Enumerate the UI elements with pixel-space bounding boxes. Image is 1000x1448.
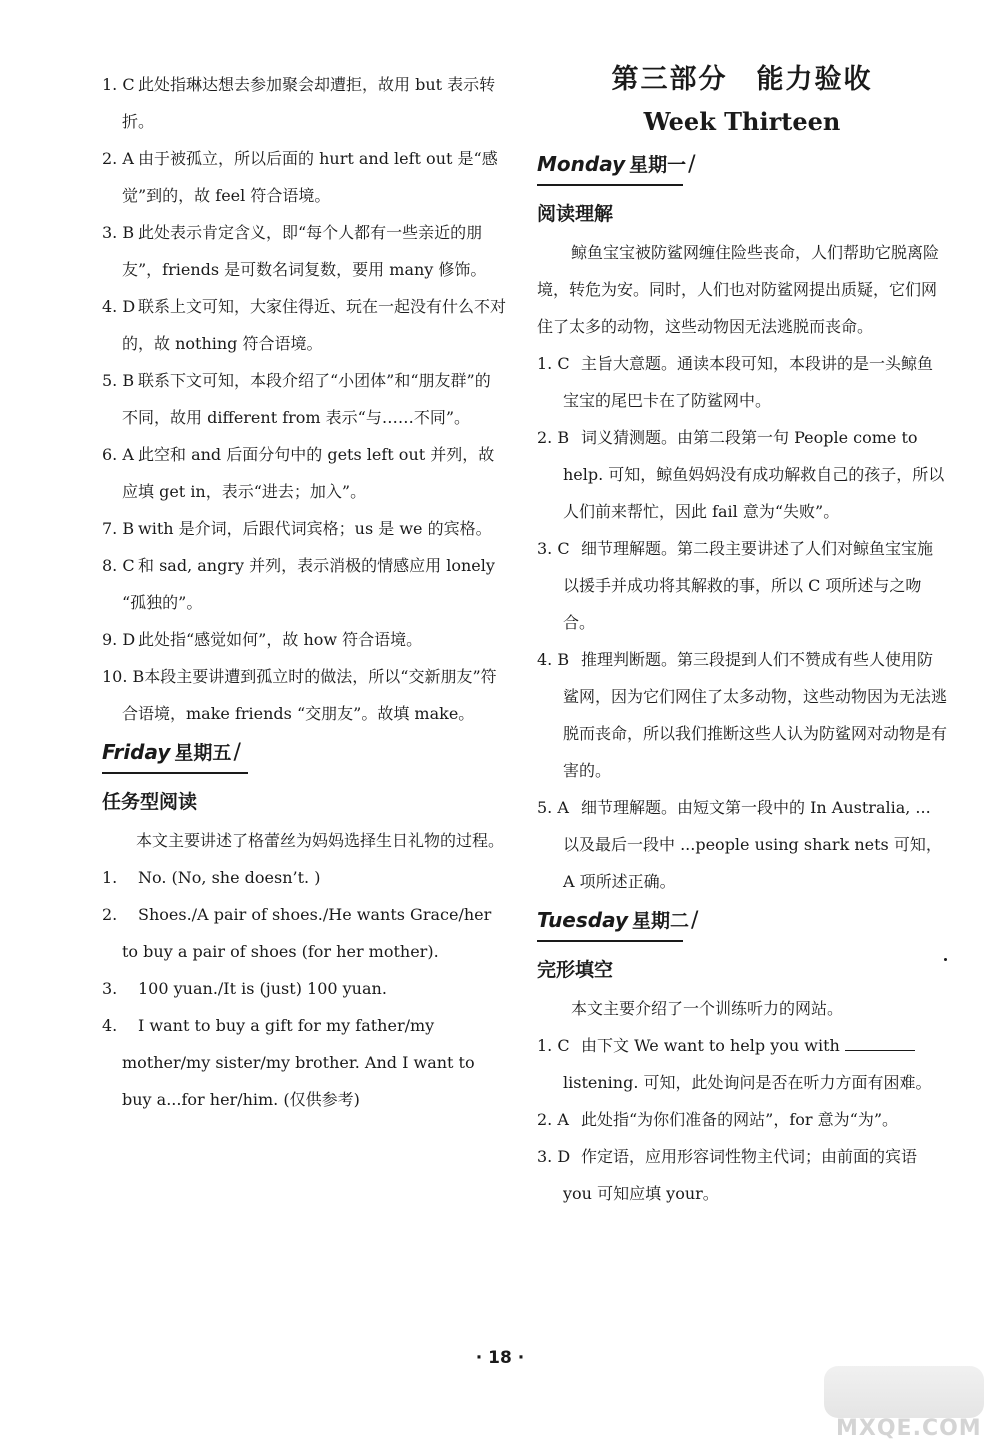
answer-item [537, 345, 947, 419]
section-intro: 鲸鱼宝宝被防鲨网缠住险些丧命，人们帮助它脱离险境，转危为安。同时，人们也对防鲨网提出质疑，它们网住了太多的动物，这些动物因无法逃脱而丧命。 [537, 243, 940, 336]
answer-explanation: 此处表示肯定含义，即“每个人都有一些亲近的朋友”，friends 是可数名词复数，要用 many 修饰。 [122, 223, 487, 279]
answer-number: 1. C [537, 1036, 570, 1055]
section-title-cloze: 完形填空 [537, 959, 614, 981]
answer-explanation: 此处指“为你们准备的网站”，for 意为“为”。 [581, 1110, 899, 1129]
answer-item [102, 362, 506, 436]
answer-number: 1. [102, 868, 118, 887]
answer-item [537, 419, 947, 530]
answer-number: 2. B [537, 428, 570, 447]
answer-explanation: 联系下文可知，本段介绍了“小团体”和“朋友群”的不同，故用 different from 表示“与……不同”。 [122, 371, 491, 427]
week-title: Week Thirteen [643, 107, 841, 136]
answer-item [102, 896, 506, 970]
answer-number: 8. C [102, 556, 135, 575]
answer-explanation: 推理判断题。第三段提到人们不赞成有些人使用防鲨网，因为它们网住了太多动物，这些动物因为无法逃脱而丧命，所以我们推断这些人认为防鲨网对动物是有害的。 [563, 650, 948, 780]
slash-decoration: / [691, 908, 699, 933]
day-heading-tuesday [537, 906, 947, 946]
answer-number: 5. B [102, 371, 135, 390]
answer-number: 2. A [102, 149, 134, 168]
answer-number: 2. [102, 905, 118, 924]
page-number: · 18 · [475, 1348, 525, 1368]
section-title-reading: 阅读理解 [537, 203, 614, 225]
answer-item [537, 1138, 947, 1212]
answer-explanation: Shoes./A pair of shoes./He wants Grace/her to buy a pair of shoes (for her mother). [122, 905, 492, 961]
answer-explanation: 此处指“感觉如何”，故 how 符合语境。 [138, 630, 423, 649]
answer-explanation: No. (No, she doesn’t. ) [138, 868, 321, 887]
answer-explanation: 细节理解题。第二段主要讲述了人们对鲸鱼宝宝施以援手并成功将其解救的事，所以 C 项所述与之吻合。 [563, 539, 934, 632]
answer-explanation: 作定语，应用形容词性物主代词；由前面的宾语 you 可知应填 your。 [563, 1147, 918, 1203]
answer-number: 3. [102, 979, 118, 998]
day-heading-zh: 星期二 [632, 910, 690, 932]
answer-number: 1. C [537, 354, 570, 373]
answer-item [102, 288, 506, 362]
stray-dot [944, 958, 947, 961]
answer-number: 3. D [537, 1147, 571, 1166]
section-title-task-reading: 任务型阅读 [102, 791, 198, 813]
answer-list-thursday [102, 66, 506, 732]
right-column [537, 66, 947, 1212]
answer-explanation-cont: listening. 可知，此处询问是否在听力方面有困难。 [563, 1073, 932, 1092]
answer-item [102, 621, 506, 658]
answer-explanation: 词义猜测题。由第二段第一句 People come to help. 可知，鲸鱼妈妈没有成功解救自己的孩子，所以人们前来帮忙，因此 fail 意为“失败”。 [563, 428, 945, 521]
answer-number: 6. A [102, 445, 134, 464]
day-heading-zh: 星期五 [174, 742, 232, 764]
answer-item [102, 436, 506, 510]
fill-blank-line [845, 1036, 915, 1051]
answer-number: 7. B [102, 519, 135, 538]
answer-explanation: 主旨大意题。通读本段可知，本段讲的是一头鲸鱼宝宝的尾巴卡在了防鲨网中。 [563, 354, 934, 410]
watermark-text: MXQE.COM [836, 1416, 982, 1441]
answer-explanation: with 是介词，后跟代词宾格；us 是 we 的宾格。 [138, 519, 492, 538]
answer-number: 3. B [102, 223, 135, 242]
section-intro: 本文主要讲述了格蕾丝为妈妈选择生日礼物的过程。 [136, 831, 505, 850]
heading-underline [102, 772, 248, 774]
answer-item [102, 510, 506, 547]
heading-underline [537, 184, 683, 186]
answer-number: 5. A [537, 798, 569, 817]
answer-item [537, 1101, 947, 1138]
answer-item [537, 530, 947, 641]
answer-explanation: 本段主要讲遭到孤立时的做法，所以“交新朋友”符合语境，make friends “交朋友”。故填 make。 [122, 667, 497, 723]
answer-item [102, 66, 506, 140]
answer-explanation: 100 yuan./It is (just) 100 yuan. [138, 979, 387, 998]
answer-explanation: 联系上文可知，大家住得近、玩在一起没有什么不对的，故 nothing 符合语境。 [122, 297, 507, 353]
answer-item [102, 140, 506, 214]
answer-explanation: 细节理解题。由短文第一段中的 In Australia, ... 以及最后一段中 ...people using shark nets 可知，A 项所述正确。 [563, 798, 942, 891]
part-title: 第三部分 能力验收 [611, 64, 873, 95]
slash-decoration: / [688, 152, 696, 177]
day-heading-en: Friday [102, 740, 171, 764]
answer-item [537, 1027, 947, 1101]
answer-explanation: 和 sad, angry 并列，表示消极的情感应用 lonely “孤独的”。 [122, 556, 495, 612]
answer-explanation: 此空和 and 后面分句中的 gets left out 并列，故应填 get in，表示“进去；加入”。 [122, 445, 495, 501]
answer-list-tuesday [537, 1027, 947, 1212]
answer-number: 9. D [102, 630, 136, 649]
answer-number: 3. C [537, 539, 570, 558]
answer-number: 4. B [537, 650, 570, 669]
answer-item [102, 658, 506, 732]
answer-item [537, 789, 947, 900]
answer-item [102, 1007, 506, 1118]
answer-explanation: 由下文 We want to help you with [581, 1036, 845, 1055]
answer-number: 4. [102, 1016, 118, 1035]
answer-number: 4. D [102, 297, 136, 316]
answer-list-friday [102, 859, 506, 1118]
slash-decoration: / [233, 740, 241, 765]
left-column [102, 66, 506, 1118]
day-heading-en: Monday [537, 152, 626, 176]
day-heading-monday [537, 150, 947, 190]
day-heading-en: Tuesday [537, 908, 629, 932]
answer-item [102, 214, 506, 288]
answer-item [102, 547, 506, 621]
watermark-logo [818, 1366, 988, 1444]
answer-item [102, 970, 506, 1007]
day-heading-zh: 星期一 [629, 154, 687, 176]
answer-number: 10. B [102, 667, 145, 686]
answer-explanation: 此处指琳达想去参加聚会却遭拒，故用 but 表示转折。 [122, 75, 496, 131]
answer-number: 2. A [537, 1110, 569, 1129]
section-intro: 本文主要介绍了一个训练听力的网站。 [571, 999, 844, 1018]
answer-explanation: I want to buy a gift for my father/my mother/my sister/my brother. And I want to buy a...for her/him. (仅供参考) [122, 1016, 475, 1109]
answer-number: 1. C [102, 75, 135, 94]
watermark-badge-icon [824, 1366, 984, 1418]
answer-item [102, 859, 506, 896]
heading-underline [537, 940, 683, 942]
answer-list-monday [537, 345, 947, 900]
day-heading-friday [102, 738, 506, 778]
answer-explanation: 由于被孤立，所以后面的 hurt and left out 是“感觉”到的，故 feel 符合语境。 [122, 149, 498, 205]
answer-item [537, 641, 947, 789]
